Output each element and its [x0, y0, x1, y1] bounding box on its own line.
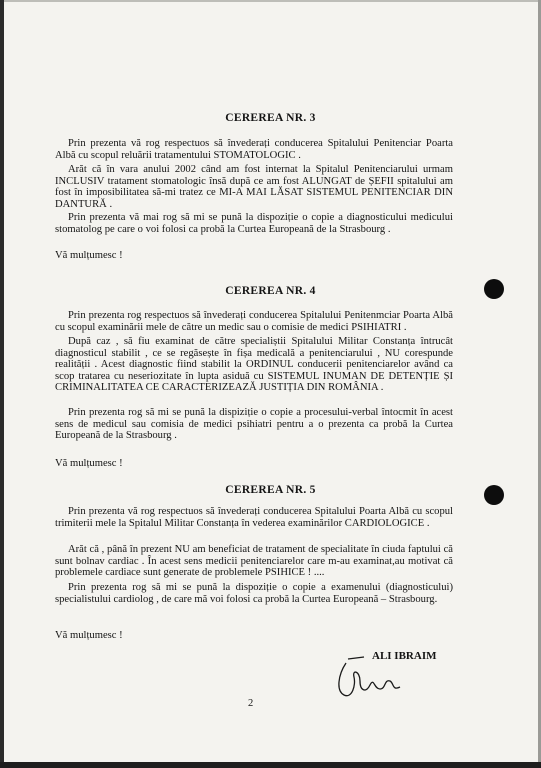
request-4-paragraph-2: După caz , să fiu examinat de către specialiștii Spitalului Militar Constanța întrucât diagnosticul stabilit , ce se regăsește în fișa medicală a penitenciarului , NU corespunde realității . Acest diagnostic fiind stabilit la ORDINUL conducerii penitenciarelor având ca scop tratarea cu neseriozitate în lupta asiduă cu SISTEMUL INUMAN DE DETENȚIE ȘI CRIMINALITATEA CE CARACTERIZEAZĂ JUSTIȚIA DIN ROMÂNIA .: [55, 336, 453, 394]
request-4-thanks: Vă mulțumesc !: [55, 458, 123, 469]
request-5-title: CEREREA NR. 5: [225, 484, 316, 496]
handwritten-signature-icon: [334, 655, 404, 705]
request-5-paragraph-3: Prin prezenta rog să mi se pună la dispoziție o copie a examenului (diagnosticului) specialistului cardiolog , de care mă voi folosi ca probă la Curtea Europeană – Strasbourg.: [55, 582, 453, 605]
request-5-thanks: Vă mulțumesc !: [55, 630, 123, 641]
request-3-paragraph-2: Arăt că în vara anului 2002 când am fost internat la Spitalul Penitenciarului urmam INCLUSIV tratament stomatologic însă după ce am fost ALUNGAT de ȘEFII spitalului am fost în imposibilitatea să-mi tratez ce MI-A MAI LĂSAT SISTEMUL PENITENCIAR DIN DANTURĂ .: [55, 164, 453, 210]
request-3-title: CEREREA NR. 3: [225, 112, 316, 124]
request-5-paragraph-1: Prin prezenta vă rog respectuos să învederați conducerea Spitalului Poarta Albă cu scopul trimiterii mele la Spitalul Militar Constanța în vederea examinărilor CARDIOLOGICE .: [55, 506, 453, 529]
signatory-name: ALI IBRAIM: [372, 650, 437, 662]
request-4-title: CEREREA NR. 4: [225, 285, 316, 297]
request-3-thanks: Vă mulțumesc !: [55, 250, 123, 261]
request-5-paragraph-2: Arăt că , până în prezent NU am beneficiat de tratament de specialitate în ciuda faptului că sunt bolnav cardiac . În acest sens medicii penitenciarelor care m-au examinat,au motivat că problemele cardiace sunt generate de problemele PSIHICE ! ....: [55, 544, 453, 579]
page-number: 2: [248, 698, 254, 709]
request-3-paragraph-1: Prin prezenta vă rog respectuos să învederați conducerea Spitalului Penitenciar Poarta Albă cu scopul reluării tratamentului STOMATOLOGIC .: [55, 138, 453, 161]
request-4-paragraph-3: Prin prezenta rog să mi se pună la dispiziție o copie a procesului-verbal întocmit în acest sens de medicul sau comisia de medici psihiatri pentru a o prezenta ca probă la Curtea Europeană de la Strasbourg .: [55, 407, 453, 442]
request-4-paragraph-1: Prin prezenta rog respectuos să învederați conducerea Spitalului Penitenmciar Poarta Albă cu scopul examinării mele de către un medic sau o comisie de medici PSIHIATRI .: [55, 310, 453, 333]
scan-edge-top: [0, 0, 541, 2]
scan-edge-bottom: [0, 762, 541, 768]
request-3-paragraph-3: Prin prezenta vă mai rog să mi se pună la dispoziție o copie a diagnosticului medicului stomatolog pe care o voi folosi ca probă la Curtea Europeană de la Strasbourg .: [55, 212, 453, 235]
